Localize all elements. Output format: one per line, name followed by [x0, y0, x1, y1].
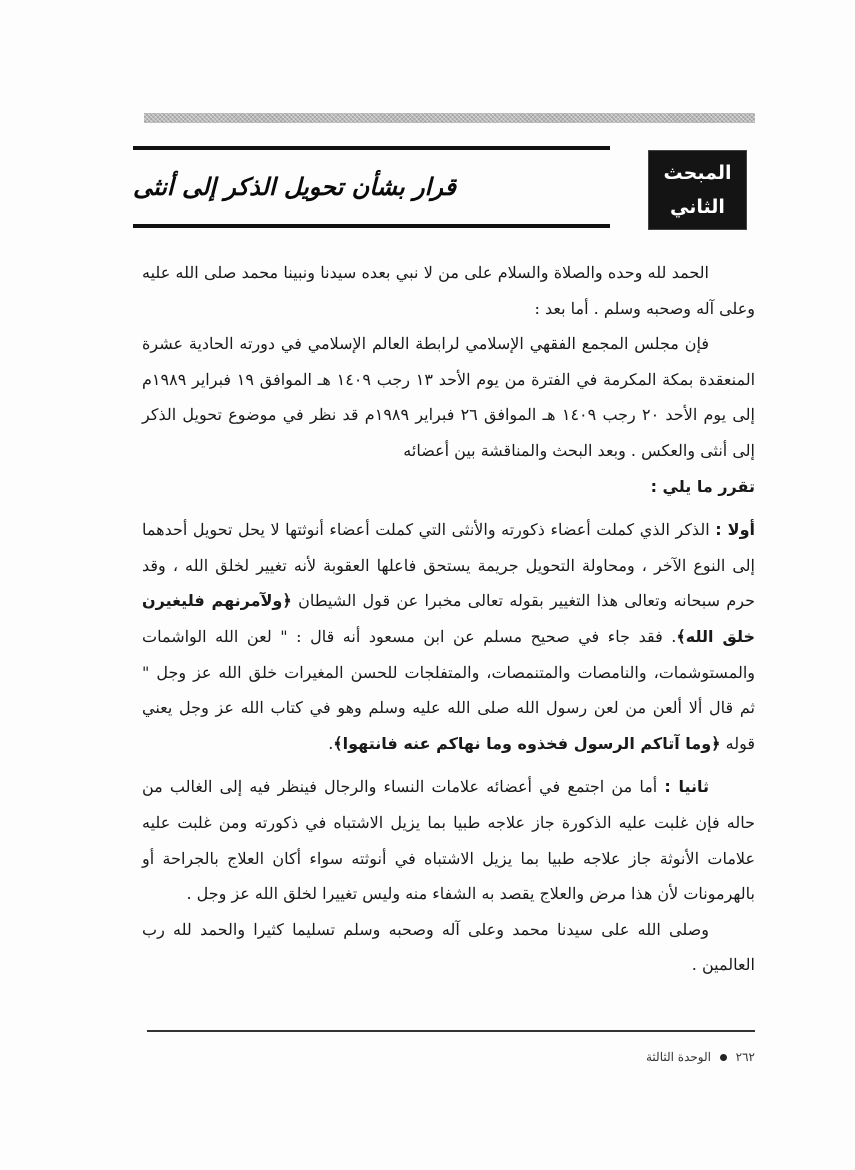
body-text — [142, 255, 755, 983]
title-rule-top — [133, 146, 610, 150]
page-footer — [500, 1050, 755, 1064]
bullet-dot-icon — [720, 1054, 727, 1061]
intro-paragraph: الحمد لله وحده والصلاة والسلام على من لا نبي بعده سيدنا ونبينا محمد صلى الله عليه وعلى آله وصحبه وسلم . أما بعد : — [142, 263, 755, 318]
decorative-header-bar — [144, 113, 755, 123]
first-clause-text-3: . — [328, 733, 334, 753]
first-clause — [142, 512, 755, 761]
first-clause-label: أولا : — [715, 520, 755, 540]
footer-rule — [147, 1030, 755, 1032]
first-clause-text-1: الذكر الذي كملت أعضاء ذكورته والأنثى التي كملت أعضاء أنوثتها لا يحل تحويل أحدهما إلى النوع الآخر ، ومحاولة التحويل جريمة يستحق فاعلها العقوبة لأنه تغيير لخلق الله ، وقد حرم سبحانه وتعالى هذا التغيير بقوله تعالى مخبرا عن قول الشيطان — [142, 520, 755, 611]
second-clause — [142, 769, 755, 911]
section-badge-line1: المبحث — [663, 162, 732, 184]
page-number: ٢٦٢ — [735, 1050, 755, 1064]
decision-heading: تقرر ما يلي : — [650, 476, 755, 496]
section-badge — [648, 150, 747, 230]
second-clause-text: أما من اجتمع في أعضائه علامات النساء والرجال فينظر فيه إلى الغالب من حاله فإن غلبت عليه الذكورة جاز علاجه طبيا بما يزيل الاشتباه في ذكورته ومن غلبت عليه علامات الأنوثة جاز علاجه طبيا بما يزيل الاشتباه في أنوثته سواء أكان العلاج بالجراحة أو بالهرمونات لأن هذا مرض والعلاج يقصد به الشفاء منه وليس تغييرا لخلق الله عز وجل . — [142, 777, 755, 904]
closing-paragraph: وصلى الله على سيدنا محمد وعلى آله وصحبه وسلم تسليما كثيرا والحمد لله رب العالمين . — [142, 919, 755, 975]
first-clause-text-2: . فقد جاء في صحيح مسلم عن ابن مسعود أنه قال : " لعن الله الواشمات والمستوشمات، والنامصات والمتنمصات، والمتفلجات للحسن المغيرات خلق الله عز وجل " ثم قال ألا ألعن من لعن رسول الله صلى الله عليه وسلم وهو في كتاب الله عز وجل يعني قوله — [142, 626, 755, 753]
quran-quote-2: ﴿وما آتاكم الرسول فخذوه وما نهاكم عنه فانتهوا﴾ — [333, 733, 721, 753]
section-badge-line2: الثاني — [670, 196, 725, 218]
unit-label: الوحدة الثالثة — [646, 1050, 711, 1064]
second-clause-label: ثانيا : — [664, 777, 710, 797]
chapter-title: قرار بشأن تحويل الذكر إلى أنثى — [133, 173, 457, 201]
title-rule-bottom — [133, 224, 610, 228]
preamble-paragraph: فإن مجلس المجمع الفقهي الإسلامي لرابطة العالم الإسلامي في دورته الحادية عشرة المنعقدة بمكة المكرمة في الفترة من يوم الأحد ١٣ رجب ١٤٠٩ هـ الموافق ١٩ فبراير ١٩٨٩م إلى يوم الأحد ٢٠ رجب ١٤٠٩ هـ الموافق ٢٦ فبراير ١٩٨٩م قد نظر في موضوع تحويل الذكر إلى أنثى والعكس . وبعد البحث والمناقشة بين أعضائه — [142, 334, 756, 460]
quran-quote-1: ﴿ولآمرنهم فليغيرن خلق الله﴾ — [142, 591, 756, 646]
